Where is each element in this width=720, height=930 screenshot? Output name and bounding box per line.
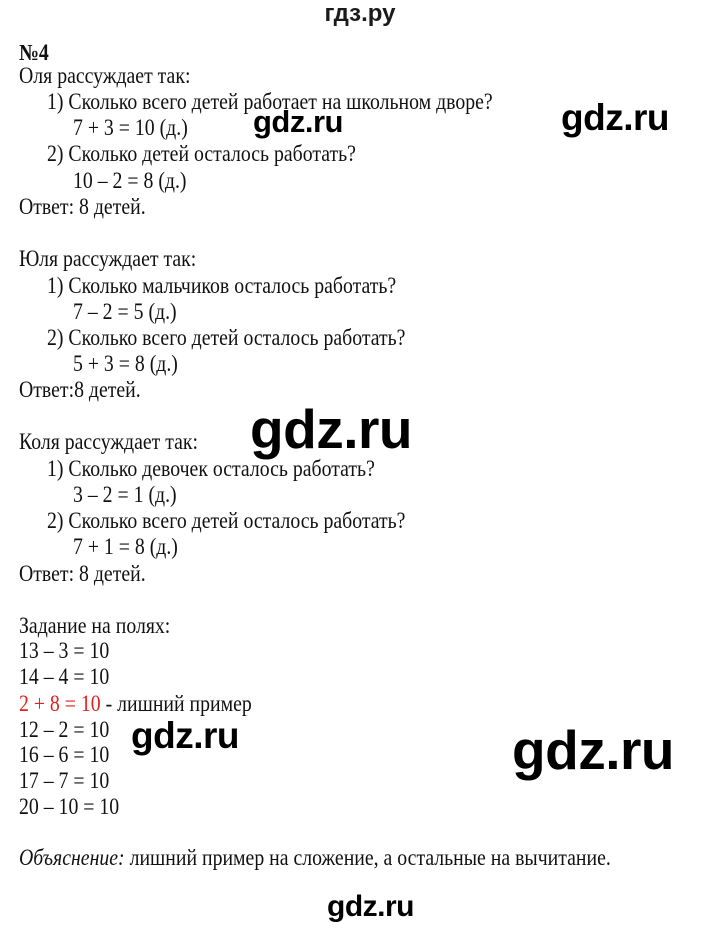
olya-intro: Оля рассуждает так: xyxy=(19,63,191,88)
odd-example-note: - лишний пример xyxy=(105,691,252,716)
olya-solution-2: 10 – 2 = 8 (д.) xyxy=(73,168,187,193)
kolya-intro: Коля рассуждает так: xyxy=(19,429,199,454)
example-2: 14 – 4 = 10 xyxy=(19,664,110,689)
explanation xyxy=(19,845,611,871)
olya-question-1: 1) Сколько всего детей работает на школьном дворе? xyxy=(47,89,493,114)
explanation-label: Объяснение: xyxy=(19,845,125,870)
odd-example-line xyxy=(19,691,252,717)
kolya-solution-2: 7 + 1 = 8 (д.) xyxy=(73,534,178,559)
example-7: 20 – 10 = 10 xyxy=(19,794,120,819)
kolya-answer: Ответ: 8 детей. xyxy=(19,561,146,586)
watermark: gdz.ru xyxy=(253,104,343,139)
site-header: гдз.ру xyxy=(324,0,396,27)
yulya-question-2: 2) Сколько всего детей осталось работать? xyxy=(47,325,406,350)
watermark: gdz.ru xyxy=(250,398,412,460)
yulya-solution-2: 5 + 3 = 8 (д.) xyxy=(73,351,178,376)
watermark: gdz.ru xyxy=(561,97,669,138)
yulya-question-1: 1) Сколько мальчиков осталось работать? xyxy=(47,273,397,298)
yulya-intro: Юля рассуждает так: xyxy=(19,246,197,271)
example-4: 12 – 2 = 10 xyxy=(19,717,110,742)
odd-example: 2 + 8 = 10 xyxy=(19,691,101,716)
yulya-solution-1: 7 – 2 = 5 (д.) xyxy=(73,299,177,324)
watermark: gdz.ru xyxy=(327,890,414,923)
task-number: №4 xyxy=(19,40,49,65)
olya-answer: Ответ: 8 детей. xyxy=(19,194,146,219)
example-6: 17 – 7 = 10 xyxy=(19,768,110,793)
kolya-question-2: 2) Сколько всего детей осталось работать? xyxy=(47,508,406,533)
olya-solution-1: 7 + 3 = 10 (д.) xyxy=(73,115,188,140)
example-1: 13 – 3 = 10 xyxy=(19,638,110,663)
olya-question-2: 2) Сколько детей осталось работать? xyxy=(47,141,356,166)
example-5: 16 – 6 = 10 xyxy=(19,742,110,767)
kolya-solution-1: 3 – 2 = 1 (д.) xyxy=(73,482,177,507)
yulya-answer: Ответ:8 детей. xyxy=(19,377,141,402)
explanation-text: лишний пример на сложение, а остальные на вычитание. xyxy=(124,845,611,870)
kolya-question-1: 1) Сколько девочек осталось работать? xyxy=(47,456,375,481)
watermark: gdz.ru xyxy=(512,719,674,781)
watermark: gdz.ru xyxy=(131,715,239,756)
margin-task-title: Задание на полях: xyxy=(19,613,171,638)
